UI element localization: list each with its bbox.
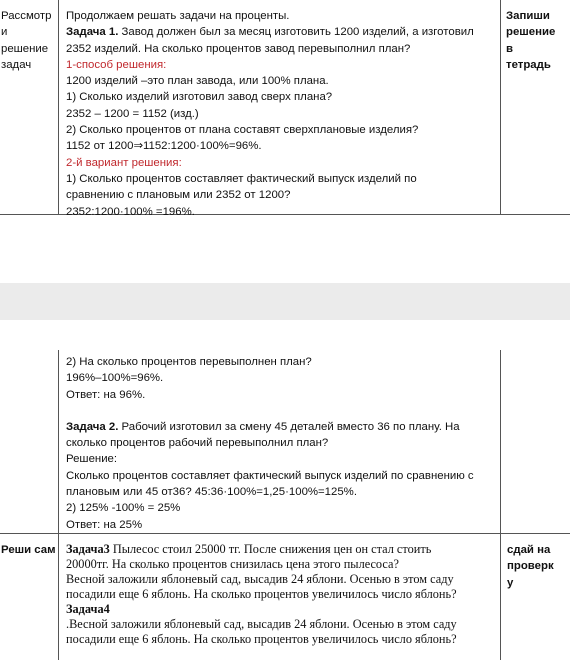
line-text: Пылесос стоил 25000 тг. После снижения цен он стал стоить [109, 542, 432, 556]
task-heading: Задача4 [66, 602, 110, 616]
text-line [66, 187, 474, 203]
line-text: Решение: [66, 453, 118, 466]
line-text: Ответ: на 96%. [66, 388, 146, 401]
text-line [66, 138, 474, 154]
table-border [500, 0, 501, 215]
text-line [66, 602, 457, 617]
page-fragment-1 [0, 0, 570, 283]
right-column-label [506, 8, 555, 73]
text-line [66, 89, 474, 105]
line-text: 2) На сколько процентов перевыполнен план? [66, 356, 312, 368]
task2-body [66, 354, 474, 533]
task-heading: Задача3 [66, 542, 110, 556]
text-line [66, 8, 474, 24]
line-text: 1) Сколько изделий изготовил завод сверх плана? [66, 91, 333, 104]
line-text: 1-способ решения: [66, 58, 167, 71]
task3-4-body [66, 542, 457, 647]
task1-body [66, 8, 474, 220]
task-heading: Задача 1. [66, 26, 119, 39]
line-text: 2352 – 1200 = 1152 (изд.) [66, 107, 199, 120]
line-text: посадили еще 6 яблонь. На сколько процентов увеличилось число яблонь? [66, 587, 457, 601]
text-line [66, 484, 474, 500]
text-line [66, 24, 474, 40]
text-line [66, 122, 474, 138]
table-border [0, 533, 570, 534]
line-text: Весной заложили яблоневый сад, высадив 24 яблони. Осенью в этом саду [66, 572, 454, 586]
text-line [66, 106, 474, 122]
text-line [66, 517, 474, 533]
line-text: 2) Сколько процентов от плана составят сверхплановые изделия? [66, 124, 419, 137]
text-line [66, 155, 474, 171]
line-text: Завод должен был за месяц изготовить 1200 изделий, а изготовил [118, 26, 474, 39]
text-line [66, 617, 457, 632]
line-text: посадили еще 6 яблонь. На сколько процентов увеличилось число яблонь? [66, 632, 457, 646]
line-text: 2352 изделий. На сколько процентов завод перевыполнил план? [66, 42, 411, 55]
line-text: плановым или 45 от36? 45:36·100%=1,25·100%=125%. [66, 486, 357, 499]
left-label-line: решение [1, 42, 49, 55]
text-line [66, 557, 457, 572]
table-border [58, 350, 59, 660]
text-line [66, 204, 474, 220]
line-text: сколько процентов рабочий перевыполнил план? [66, 437, 329, 450]
text-line [66, 632, 457, 647]
text-line [66, 435, 474, 451]
left-label-line: и [1, 26, 8, 39]
text-line [66, 500, 474, 516]
line-text: Ответ: на 25% [66, 518, 143, 531]
row2-left-label: Реши сам [1, 544, 56, 556]
left-label-line: Рассмотр [1, 10, 52, 22]
line-text: Продолжаем решать задачи на проценты. [66, 10, 290, 22]
text-line [66, 451, 474, 467]
text-line [66, 572, 457, 587]
line-text: Рабочий изготовил за смену 45 деталей вместо 36 по плану. На [118, 420, 460, 433]
page-gap [0, 283, 570, 320]
line-text: 2-й вариант решения: [66, 156, 182, 169]
line-text: 2352:1200·100% =196%. [66, 205, 195, 218]
table-border [500, 350, 501, 660]
left-column-label [1, 8, 51, 73]
right-label-line: решение [506, 26, 556, 39]
line-text: сравнению с плановым или 2352 от 1200? [66, 189, 291, 202]
task-heading: Задача 2. [66, 420, 119, 433]
text-line [66, 468, 474, 484]
text-line [66, 542, 457, 557]
line-text: Сколько процентов составляет фактический выпуск изделий по сравнению с [66, 469, 474, 482]
text-line [66, 41, 474, 57]
text-line [66, 171, 474, 187]
row2-right-label [507, 542, 554, 591]
line-text: 2) 125% -100% = 25% [66, 502, 181, 515]
text-line [66, 354, 474, 370]
line-text: 1200 изделий –это план завода, или 100% плана. [66, 75, 329, 88]
text-line [66, 403, 474, 419]
text-line [66, 387, 474, 403]
left-label-line: задач [1, 58, 32, 71]
line-text: .Весной заложили яблоневый сад, высадив 24 яблони. Осенью в этом саду [66, 617, 457, 631]
line-text: 1152 от 1200⇒1152:1200·100%=96%. [66, 140, 262, 153]
right-label-line: у [507, 576, 514, 589]
text-line [66, 57, 474, 73]
line-text: 196%–100%=96%. [66, 372, 164, 385]
text-line [66, 73, 474, 89]
line-text: 20000тг. На сколько процентов снизилась цена этого пылесоса? [66, 557, 399, 571]
right-label-line: проверк [507, 560, 554, 573]
right-label-line: в [506, 42, 514, 55]
text-line [66, 419, 474, 435]
text-line [66, 587, 457, 602]
table-border [58, 0, 59, 215]
right-label-line: Запиши [506, 10, 550, 22]
right-label-line: сдай на [507, 544, 551, 556]
line-text: 1) Сколько процентов составляет фактический выпуск изделий по [66, 172, 417, 185]
text-line [66, 370, 474, 386]
page-fragment-2 [0, 320, 570, 660]
right-label-line: тетрадь [506, 58, 551, 71]
